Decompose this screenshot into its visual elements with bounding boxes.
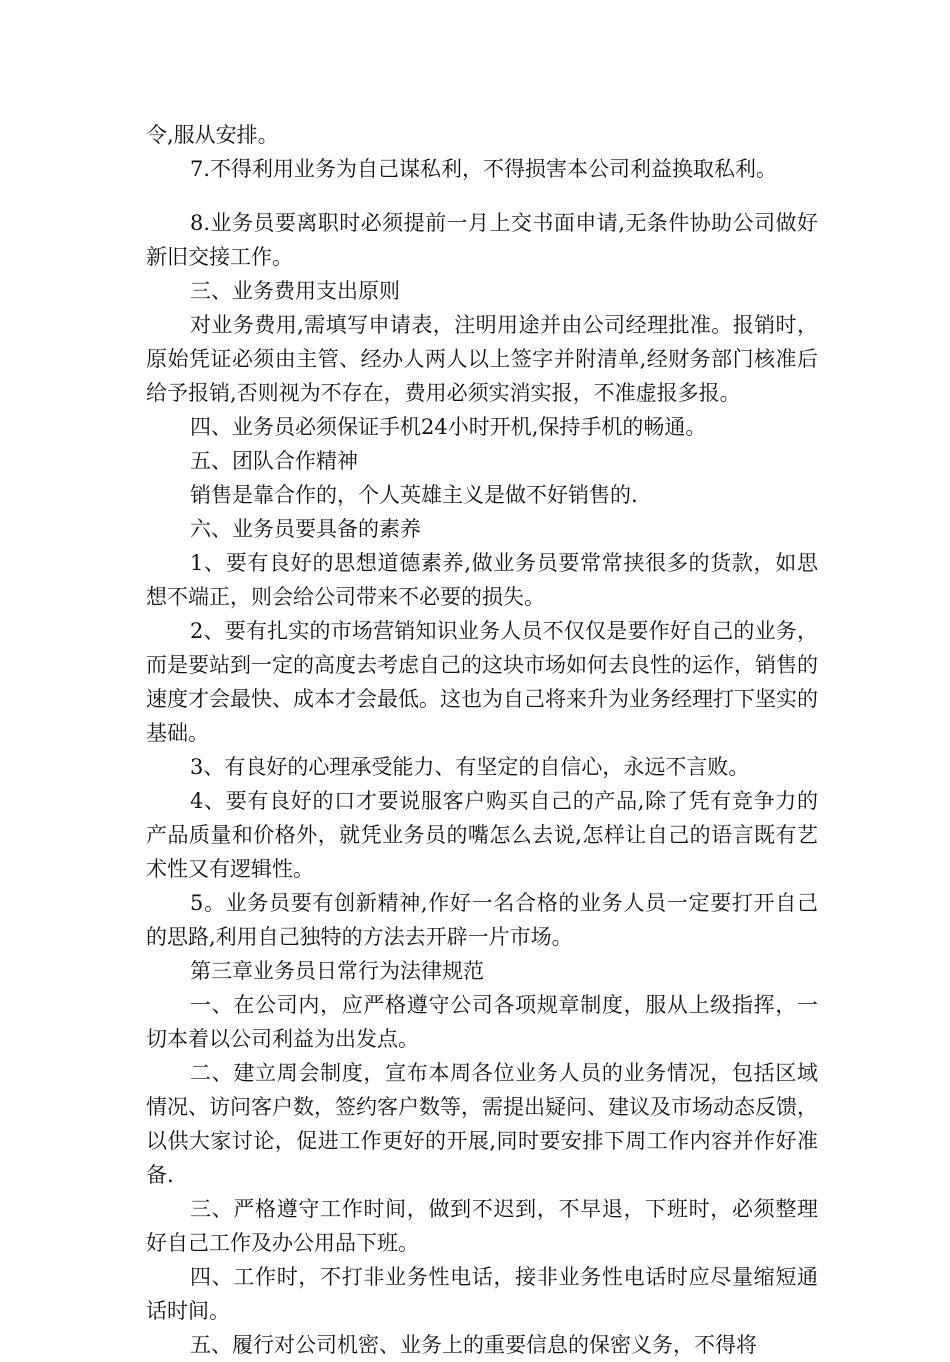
section-heading-teamwork: 五、团队合作精神: [190, 449, 358, 473]
paragraph-quality-2: 2、要有扎实的市场营销知识业务人员不仅仅是要作好自己的业务，而是要站到一定的高度去考虑自己的这块市场如何去良性的运作，销售的速度才会最快、成本才会最低。这也为自己将来升为业务经理打下坚实的基础。: [146, 619, 818, 745]
paragraph-rule-7: 7.不得利用业务为自己谋私利，不得损害本公司利益换取私利。: [190, 157, 778, 181]
section-heading-phone: 四、业务员必须保证手机24小时开机,保持手机的畅通。: [190, 415, 707, 439]
paragraph-rule-8: 8.业务员要离职时必须提前一月上交书面申请,无条件协助公司做好新旧交接工作。: [146, 211, 818, 269]
paragraph-conduct-3: 三、严格遵守工作时间，做到不迟到，不早退，下班时，必须整理好自己工作及办公用品下班。: [146, 1197, 818, 1255]
paragraph-quality-3: 3、有良好的心理承受能力、有坚定的自信心，永远不言败。: [190, 755, 750, 779]
paragraph-expenses: 对业务费用,需填写申请表，注明用途并由公司经理批准。报销时，原始凭证必须由主管、经办人两人以上签字并附清单,经财务部门核准后给予报销,否则视为不存在，费用必须实消实报，不准虚报多报。: [146, 313, 818, 405]
section-heading-expenses: 三、业务费用支出原则: [190, 279, 400, 303]
paragraph-conduct-1: 一、在公司内，应严格遵守公司各项规章制度，服从上级指挥，一切本着以公司利益为出发点。: [146, 993, 818, 1051]
document-body: [146, 118, 818, 1362]
paragraph-conduct-5: 五、履行对公司机密、业务上的重要信息的保密义务，不得将: [190, 1333, 757, 1357]
paragraph-quality-1: 1、要有良好的思想道德素养,做业务员要常常挟很多的货款，如思想不端正，则会给公司带来不必要的损失。: [146, 551, 818, 609]
paragraph-continuation: 令,服从安排。: [146, 123, 279, 147]
paragraph-teamwork: 销售是靠合作的，个人英雄主义是做不好销售的.: [190, 483, 638, 507]
paragraph-quality-5: 5。业务员要有创新精神,作好一名合格的业务人员一定要打开自己的思路,利用自己独特的方法去开辟一片市场。: [146, 891, 818, 949]
section-heading-qualities: 六、业务员要具备的素养: [190, 517, 421, 541]
paragraph-conduct-4: 四、工作时，不打非业务性电话，接非业务性电话时应尽量缩短通话时间。: [146, 1265, 818, 1323]
paragraph-conduct-2: 二、建立周会制度，宣布本周各位业务人员的业务情况，包括区域情况、访问客户数，签约客户数等，需提出疑问、建议及市场动态反馈，以供大家讨论，促进工作更好的开展,同时要安排下周工作内容并作好准备.: [146, 1061, 818, 1187]
chapter-heading-3: 第三章业务员日常行为法律规范: [190, 959, 484, 983]
paragraph-quality-4: 4、要有良好的口才要说服客户购买自己的产品,除了凭有竞争力的产品质量和价格外，就凭业务员的嘴怎么去说,怎样让自己的语言既有艺术性又有逻辑性。: [146, 789, 818, 881]
